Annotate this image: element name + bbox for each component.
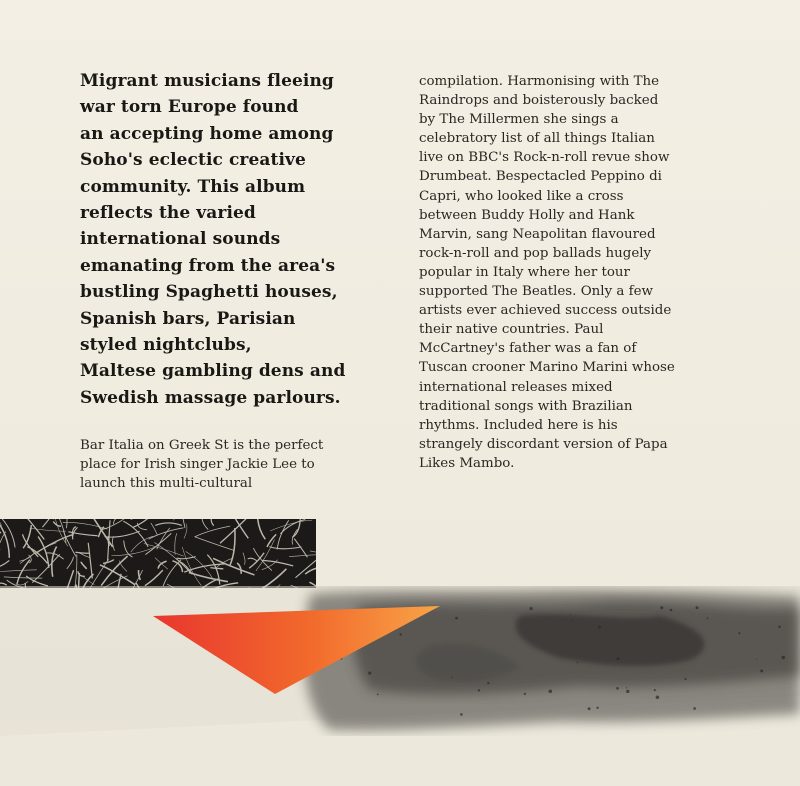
lead-line: emanating from the area's [80,255,336,276]
ink-wash-graphic [0,586,800,736]
right-column [419,72,779,473]
body-line: Capri, who looked like a cross [419,188,624,204]
body-line: strangely discordant version of Papa [419,436,668,452]
lead-line: bustling Spaghetti houses, [80,282,338,303]
body-line: compilation. Harmonising with The [419,74,660,89]
left-body-paragraph [80,436,390,493]
lead-line: Spanish bars, Parisian [80,308,296,329]
body-line: traditional songs with Brazilian [419,398,633,414]
scratch-texture-strip [0,519,316,588]
lead-line: reflects the varied [80,203,256,224]
lead-line: war torn Europe found [80,97,299,118]
body-line: Drumbeat. Bespectacled Peppino di [419,169,662,185]
body-line: rhythms. Included here is his [419,417,618,433]
lead-line: Migrant musicians fleeing [80,71,334,91]
scratch-texture-graphic [0,519,316,588]
body-line: supported The Beatles. Only a few [419,284,653,300]
body-line: artists ever achieved success outside [419,303,672,319]
ink-wash-band [0,586,800,736]
body-line: popular in Italy where her tour [419,264,630,280]
body-line: place for Irish singer Jackie Lee to [80,457,315,473]
lead-line: Maltese gambling dens and [80,361,346,382]
body-line: Raindrops and boisterously backed [419,93,659,109]
body-line: by The Millermen she sings a [419,112,619,128]
lead-line: styled nightclubs, [80,335,252,356]
lead-line: Swedish massage parlours. [80,387,341,408]
lead-line: Soho's eclectic creative [80,150,306,171]
body-line: rock-n-roll and pop ballads hugely [419,245,652,261]
body-line: their native countries. Paul [419,322,604,338]
body-line: live on BBC's Rock-n-roll revue show [419,150,670,166]
body-line: between Buddy Holly and Hank [419,207,635,223]
body-line: international releases mixed [419,379,613,395]
body-line: launch this multi-cultural [80,476,253,492]
left-column [80,68,390,494]
lead-paragraph [80,68,390,411]
lead-line: international sounds [80,229,281,250]
body-line: Marvin, sang Neapolitan flavoured [419,226,656,242]
body-line: Likes Mambo. [419,455,515,471]
body-line: McCartney's father was a fan of [419,341,637,357]
lead-line: an accepting home among [80,123,334,144]
body-line: Bar Italia on Greek St is the perfect [80,438,324,454]
body-line: celebratory list of all things Italian [419,131,655,147]
body-line: Tuscan crooner Marino Marini whose [419,360,675,376]
lead-line: community. This album [80,176,306,197]
right-body-paragraph [419,72,779,473]
